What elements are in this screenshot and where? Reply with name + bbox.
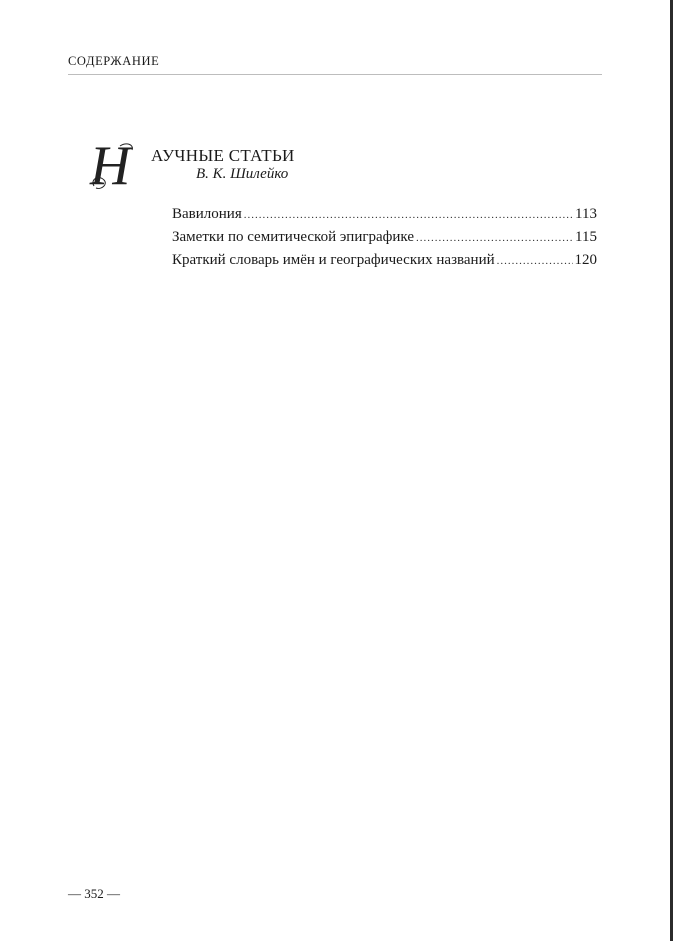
toc-entry-title: Краткий словарь имён и географических названий — [172, 252, 495, 268]
toc-entry-page: 113 — [575, 206, 597, 222]
toc-entry-page: 120 — [574, 252, 597, 268]
section-heading — [90, 135, 490, 198]
toc-entry[interactable] — [172, 252, 597, 275]
section-title: АУЧНЫЕ СТАТЬИ — [151, 146, 295, 165]
toc-entry-title: Вавилония — [172, 206, 242, 222]
toc-entry-title: Заметки по семитической эпиграфике — [172, 229, 414, 245]
toc-entry[interactable] — [172, 229, 597, 252]
toc-leader-dots — [416, 232, 573, 244]
initial-flourish-icon — [90, 135, 150, 200]
toc-leader-dots — [497, 255, 573, 267]
toc-list — [172, 206, 597, 275]
toc-leader-dots — [244, 209, 573, 221]
page-number: — 352 — — [68, 886, 120, 901]
section-author: В. К. Шилейко — [196, 166, 289, 182]
running-head: СОДЕРЖАНИЕ — [68, 54, 160, 68]
drop-initial: Н — [90, 135, 131, 197]
header-rule — [68, 74, 602, 75]
toc-entry-page: 115 — [575, 229, 597, 245]
toc-entry[interactable] — [172, 206, 597, 229]
